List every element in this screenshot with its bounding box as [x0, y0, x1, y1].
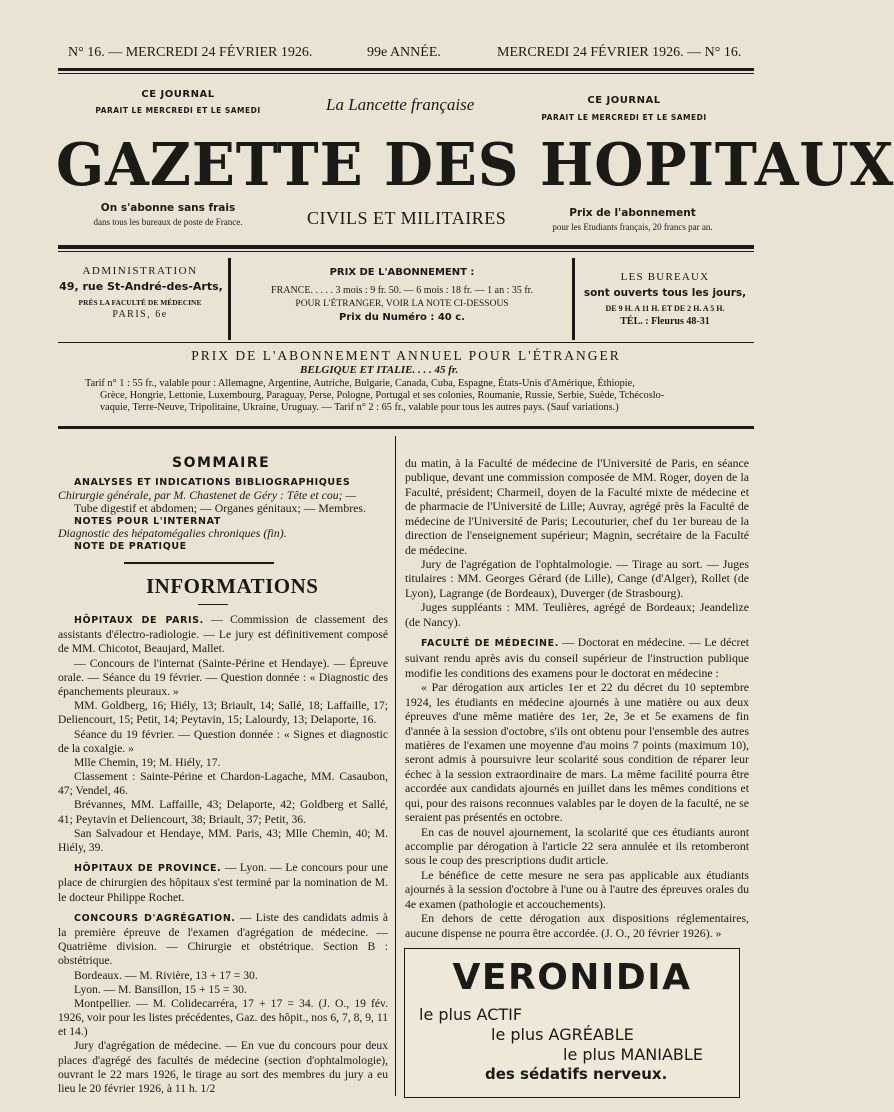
- ad-line2: le plus AGRÉABLE: [491, 1025, 634, 1044]
- paragraph-text: En cas de nouvel ajournement, la scolarité que ces étudiants auront accomplie par dérogation à l'article 22 sera annulée et ils retomberont sous le coup des prescriptions dudit article.: [405, 824, 749, 868]
- top-rule: [58, 68, 754, 71]
- left-parait: PARAIT LE MERCREDI ET LE SAMEDI: [95, 106, 261, 115]
- paragraph: [58, 770, 388, 798]
- section-heading: CONCOURS D'AGRÉGATION.: [74, 912, 236, 924]
- paragraph-text: En dehors de cette dérogation aux dispositions réglementaires, aucune dispense ne pourra être accordée. (J. O., 20 février 1926). »: [405, 911, 749, 940]
- paragraph-text: Brévannes, MM. Laffaille, 43; Delaporte, 42; Goldberg et Sallé, 41; Peytavin et Deliencourt, 38; Briault, 37; Petit, 36.: [58, 798, 388, 826]
- bureaux-title: LES BUREAUX: [620, 271, 710, 283]
- paragraph-text: Bordeaux. — M. Rivière, 13 + 17 = 30.: [74, 968, 258, 982]
- paragraph-text: — Commission de classement des assistants d'électro-radiologie. — Le jury est définitivement composé de MM. Chicotot, Beaujard, Mallet.: [58, 613, 388, 656]
- box-divider-right: [572, 258, 575, 340]
- foreign-tarif3: vaquie, Terre-Neuve, Tripolitaine, Ukraine, Uruguay. — Tarif n° 2 : 65 fr., valable pour tous les autres pays. (Sauf variations.): [100, 402, 619, 413]
- paragraph-text: du matin, à la Faculté de médecine de l'Université de Paris, en séance publique, devant une commission composée de MM. Roger, doyen de la Faculté, président; Charmeil, doyen de la Faculté mixte de médecine et de pharmacie de l'Université de Lille; Auvray, agrégé près la Faculté de médecine de l'Université de Paris; Lecouturier, chef du 1er bureau de la direction de l'enseignement supérieur; Magnin, secrétaire de la Faculté de médecine.: [405, 456, 749, 557]
- issue-line-left: N° 16. — MERCREDI 24 FÉVRIER 1926.: [68, 45, 313, 60]
- abonne-line2: dans tous les bureaux de poste de France.: [93, 217, 243, 227]
- paragraph: [58, 1039, 388, 1096]
- bureaux-hours: DE 9 H. A 11 H. ET DE 2 H. A 5 H.: [605, 304, 725, 313]
- masthead-rule-thin: [58, 251, 754, 252]
- paragraph-text: Montpellier. — M. Colidecarréra, 17 + 17 = 34. (J. O., 19 fév. 1926, voir pour les listes précédentes, Gaz. des hôpit., nos 6, 7, 8, 9, 11 et 14.): [58, 996, 388, 1039]
- informations-rule: [198, 604, 228, 605]
- section-heading: FACULTÉ DE MÉDECINE.: [421, 638, 559, 650]
- sommaire-line2: Chirurgie générale, par M. Chastenet de Géry : Tête et cou; —: [58, 488, 357, 502]
- paragraph: [58, 728, 388, 756]
- veronidia-ad: [404, 948, 740, 1098]
- price-title: PRIX DE L'ABONNEMENT :: [329, 267, 475, 278]
- paragraph-text: Lyon. — M. Bansillon, 15 + 15 = 30.: [74, 982, 247, 996]
- sommaire-line3: Tube digestif et abdomen; — Organes génitaux; — Membres.: [74, 501, 366, 515]
- left-ce-journal: CE JOURNAL: [141, 89, 215, 100]
- sommaire-title: SOMMAIRE: [172, 455, 271, 471]
- sommaire-line4: NOTES POUR L'INTERNAT: [74, 516, 221, 527]
- section-heading: HÔPITAUX DE PARIS.: [74, 615, 204, 626]
- paragraph: [405, 557, 749, 600]
- box-divider-left: [228, 258, 231, 340]
- admin-city: PARIS, 6e: [112, 309, 168, 320]
- sommaire-line1: ANALYSES ET INDICATIONS BIBLIOGRAPHIQUES: [74, 477, 351, 488]
- masthead-rule: [58, 245, 754, 249]
- paragraph: [405, 635, 749, 680]
- paragraph: [58, 983, 388, 997]
- paragraph: [405, 456, 749, 557]
- paragraph: [58, 756, 388, 770]
- bureaux-open: sont ouverts tous les jours,: [583, 287, 747, 299]
- paragraph-text: MM. Goldberg, 16; Hiély, 13; Briault, 14; Sallé, 18; Laffaille, 17; Deliencourt, 15; Petit, 14; Peytavin, 15; Lalourdy, 13; Delaporte, 16.: [58, 699, 388, 727]
- paragraph-text: Mlle Chemin, 19; M. Hiély, 17.: [74, 755, 221, 769]
- admin-title: ADMINISTRATION: [82, 265, 198, 277]
- foreign-tarif1: Tarif n° 1 : 55 fr., valable pour : Allemagne, Argentine, Autriche, Bulgarie, Canada, Cuba, Espagne, États-Unis d'Amérique, Éthiopie,: [85, 378, 635, 389]
- right-column: [405, 456, 749, 940]
- paragraph: [405, 911, 749, 940]
- section-heading: HÔPITAUX DE PROVINCE.: [74, 863, 222, 875]
- bureaux-tel: TÉL. : Fleurus 48-31: [620, 316, 710, 327]
- paragraph: [58, 657, 388, 700]
- paragraph-text: — Doctorat en médecine. — Le décret suivant rendu après avis du conseil supérieur de l'instruction publique modifie les conditions des examens pour le doctorat en médecine :: [405, 635, 749, 680]
- sommaire-line5: Diagnostic des hépatomégalies chroniques (fin).: [58, 526, 287, 540]
- paragraph-text: — Concours de l'internat (Sainte-Périne et Hendaye). — Épreuve orale. — Séance du 19 février. — Question donnée : « Diagnostic des épanchements pleuraux. »: [58, 656, 388, 698]
- foreign-title: PRIX DE L'ABONNEMENT ANNUEL POUR L'ÉTRANGER: [191, 348, 621, 363]
- paragraph: [58, 699, 388, 727]
- ad-brand: VERONIDIA: [452, 957, 692, 998]
- lancette-francaise: La Lancette française: [326, 95, 475, 114]
- admin-address: 49, rue St-André-des-Arts,: [59, 280, 223, 293]
- ad-line4: des sédatifs nerveux.: [485, 1065, 668, 1083]
- paragraph-text: — Lyon. — Le concours pour une place de chirurgien des hôpitaux s'est terminé par la nomination de M. le docteur Philippe Rochet.: [58, 861, 389, 904]
- paragraph-text: « Par dérogation aux articles 1er et 22 du décret du 10 septembre 1924, les étudiants en médecine ajournés à une matière ou aux deux épreuves d'une même matière des 1er, 2e, 3e et 5e examens de fin d'année à la session d'octobre, s'ils ont obtenu pour l'ensemble des autres matières de l'examen une moyenne d'au moins 7 points (maximum 10), seront admis à poursuivre leur scolarité sous condition de réparer leur échec à la session extraordinaire de mars. La même facilité pourra être accordée aux candidats ajournés en juillet dans les mêmes conditions et qui, pour des raisons reconnues valables par le doyen de la faculté, ne se seraient pas présentés en octobre.: [405, 680, 749, 825]
- foreign-belgique: BELGIQUE ET ITALIE. . . . 45 fr.: [300, 364, 459, 376]
- year-label: 99e ANNÉE.: [367, 45, 441, 60]
- paragraph: [405, 825, 749, 868]
- paragraph-text: Classement : Sainte-Périne et Chardon-Lagache, MM. Casaubon, 47; Vendel, 46.: [58, 770, 388, 798]
- ad-line3: le plus MANIABLE: [563, 1045, 703, 1064]
- paragraph: [58, 827, 388, 855]
- price-etranger: POUR L'ÉTRANGER, VOIR LA NOTE CI-DESSOUS: [295, 299, 509, 309]
- top-rule-thin: [58, 73, 754, 74]
- paragraph-text: Jury d'agrégation de médecine. — En vue du concours pour deux places d'agrégé des facultés de médecine (section d'ophtalmologie), ouvrant le 22 mars 1926, le tirage au sort des membres du jury a eu lieu le 20 février 1926, à 11 h. 1/2: [58, 1039, 388, 1095]
- paragraph: [405, 868, 749, 911]
- paragraph: [58, 911, 388, 969]
- price-france: FRANCE. . . . . 3 mois : 9 fr. 50. — 6 mois : 18 fr. — 1 an : 35 fr.: [271, 285, 533, 296]
- box-bottom-rule: [58, 342, 754, 343]
- right-ce-journal: CE JOURNAL: [587, 95, 661, 106]
- sommaire-rule: [124, 562, 274, 564]
- foreign-tarif2: Grèce, Hongrie, Lettonie, Luxembourg, Paraguay, Perse, Pologne, Portugal et ses colonies, Roumanie, Russie, Serbie, Suède, Tchécoslo-: [100, 390, 665, 401]
- subtitle: CIVILS ET MILITAIRES: [307, 208, 507, 228]
- newspaper-title: GAZETTE DES HOPITAUX: [56, 130, 894, 200]
- paragraph: [58, 861, 388, 905]
- prix-line2: pour les Etudiants français, 20 francs par an.: [552, 222, 713, 232]
- issue-line-right: MERCREDI 24 FÉVRIER 1926. — N° 16.: [497, 45, 742, 60]
- left-column: [58, 613, 388, 1096]
- price-numero: Prix du Numéro : 40 c.: [339, 312, 465, 323]
- paragraph: [58, 798, 388, 826]
- paragraph-text: — Liste des candidats admis à la première épreuve de l'examen d'agrégation de médecine. — Quatrième division. — Chirurgie et obstétrique. Section B : obstétrique.: [58, 910, 388, 968]
- paragraph: [405, 600, 749, 629]
- informations-title: INFORMATIONS: [146, 574, 319, 598]
- paragraph: [58, 997, 388, 1040]
- column-divider: [395, 436, 396, 1096]
- sommaire-line6: NOTE DE PRATIQUE: [74, 541, 187, 552]
- ad-line1: le plus ACTIF: [419, 1005, 523, 1024]
- paragraph: [405, 680, 749, 824]
- paragraph-text: Séance du 19 février. — Question donnée : « Signes et diagnostic de la coxalgie. »: [58, 727, 388, 755]
- foreign-bottom-rule: [58, 426, 754, 429]
- admin-near: PRÈS LA FACULTÉ DE MÉDECINE: [78, 298, 202, 307]
- right-parait: PARAIT LE MERCREDI ET LE SAMEDI: [541, 113, 707, 122]
- paragraph-text: Le bénéfice de cette mesure ne sera pas applicable aux étudiants ajournés à la session d'octobre à l'une ou à l'autre des épreuves orales du 4e examen (pathologie et accouchements).: [405, 867, 749, 911]
- prix-line1: Prix de l'abonnement: [569, 207, 696, 219]
- paragraph-text: San Salvadour et Hendaye, MM. Paris, 43; Mlle Chemin, 40; M. Hiély, 39.: [58, 826, 388, 854]
- abonne-line1: On s'abonne sans frais: [100, 202, 236, 214]
- paragraph-text: Jury de l'agrégation de l'ophtalmologie. — Tirage au sort. — Juges titulaires : MM. Georges Gérard (de Lille), Cange (d'Alger), Rollet (de Lyon), Lagrange (de Bordeaux), Duverger (de Strasbourg).: [405, 556, 749, 600]
- paragraph: [58, 613, 388, 657]
- paragraph-text: Juges suppléants : MM. Teulières, agrégé de Bordeaux; Jeandelize (de Nancy).: [405, 600, 749, 629]
- paragraph: [58, 969, 388, 983]
